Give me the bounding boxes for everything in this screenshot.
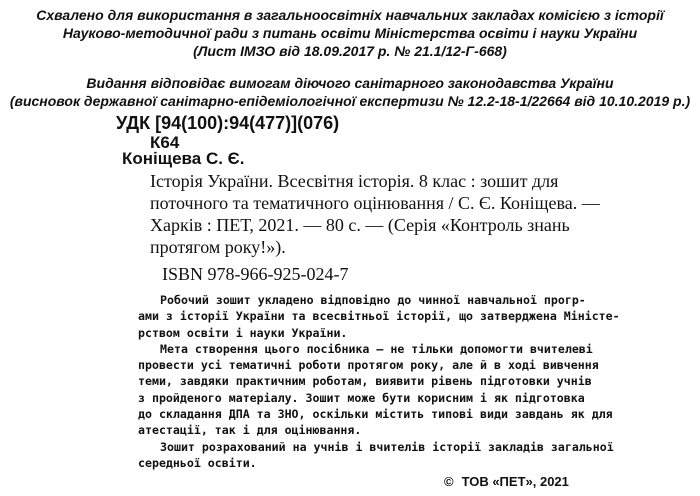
abstract-line: Мета створення цього посібника — не тільки допомогти вчителеві [160, 341, 593, 356]
abstract-line: ами з історії України та всесвітньої історії, що затверджена Міністе- [138, 309, 620, 324]
approval-line: (Лист ІМЗО від 18.09.2017 р. № 21.1/12-Г-668) [193, 43, 507, 59]
bibliographic-description [150, 170, 690, 258]
biblio-line: Історія України. Всесвітня історія. 8 клас : зошит для [150, 171, 559, 191]
abstract-line: Зошит розрахований на учнів і вчителів історії закладів загальної [160, 439, 614, 454]
abstract-line: з пройденого матеріалу. Зошит може бути корисним і як підготовка [138, 390, 585, 405]
abstract-line: рством освіти і науки України. [138, 325, 348, 340]
abstract-line: атестації, так і для оцінювання. [138, 423, 362, 438]
biblio-line: поточного та тематичного оцінювання / С. Є. Коніщева. — [150, 193, 600, 213]
copyright-symbol: © [444, 474, 454, 489]
abstract-line: теми, завдяки практичним роботам, виявити рівень підготовки учнів [138, 374, 592, 389]
abstract [138, 292, 678, 471]
approval-line: Науково-методичної ради з питань освіти Міністерства освіти і науки України [62, 25, 638, 41]
abstract-line: Робочий зошит укладено відповідно до чинної навчальної прогр- [160, 293, 586, 307]
isbn: ISBN 978-966-925-024-7 [162, 264, 349, 284]
author-name: Коніщева С. Є. [122, 149, 245, 168]
approval-statement [6, 6, 694, 60]
copyright [444, 473, 569, 491]
abstract-line: провести усі тематичні роботи протягом року, але й в ході вивчення [138, 358, 599, 373]
approval-line: Схвалено для використання в загальноосвітніх навчальних закладах комісією з історії [36, 7, 664, 23]
abstract-line: середньої освіти. [138, 455, 257, 470]
udk-code: УДК [94(100):94(477)](076) [116, 113, 340, 133]
biblio-line: протягом року!»). [150, 237, 286, 257]
sanitary-statement [0, 74, 700, 110]
sanitary-line: (висновок державної санітарно-епідеміологічної експертизи № 12.2-18-1/22664 від 10.10.2019 р.) [9, 93, 691, 109]
biblio-line: Харків : ПЕТ, 2021. — 80 с. — (Серія «Контроль знань [150, 215, 570, 235]
sanitary-line: Видання відповідає вимогам діючого санітарного законодавства України [86, 75, 614, 91]
author-mark: К64 [150, 133, 180, 152]
abstract-line: до складання ДПА та ЗНО, оскільки містить типові види завдань як для [138, 407, 613, 422]
copyright-text: ТОВ «ПЕТ», 2021 [461, 474, 569, 489]
